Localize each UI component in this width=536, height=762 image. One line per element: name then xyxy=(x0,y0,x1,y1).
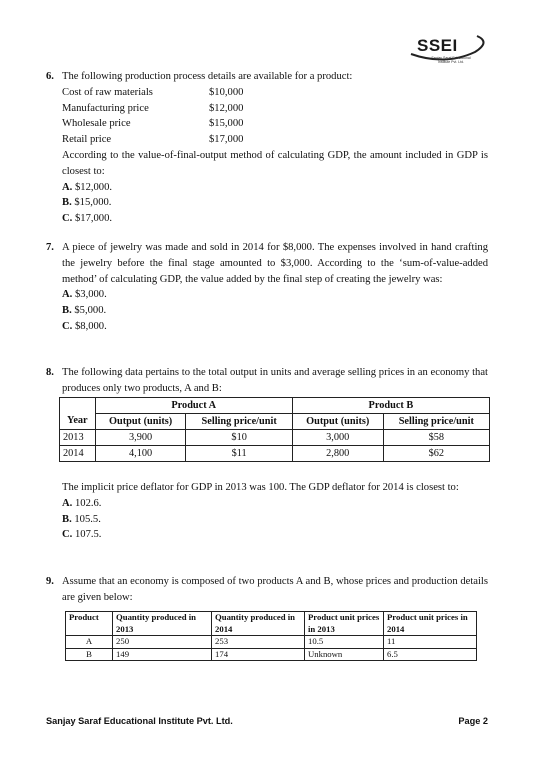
question-9 xyxy=(46,574,488,606)
option-b: B. $5,000. xyxy=(62,305,107,317)
detail-row xyxy=(62,85,488,101)
table-cell: 2014 xyxy=(60,446,96,462)
question-number: 7. xyxy=(46,242,54,253)
table-cell: $11 xyxy=(186,446,292,462)
detail-value: $10,000 xyxy=(209,86,244,98)
detail-label: Manufacturing price xyxy=(62,102,149,114)
product-details-table xyxy=(65,611,477,661)
ssei-logo xyxy=(405,34,490,68)
table-cell: A xyxy=(66,636,113,649)
question-intro: The following production process details are available for a product: xyxy=(62,71,353,82)
column-header: Year xyxy=(60,414,96,430)
column-header: Output (units) xyxy=(292,414,383,430)
question-stem: Assume that an economy is composed of two products A and B, whose prices and production details are given below: xyxy=(62,576,488,603)
option-a: A. 102.6. xyxy=(62,497,102,509)
table-cell: B xyxy=(66,648,113,661)
output-price-table xyxy=(59,397,490,462)
detail-label: Cost of raw materials xyxy=(62,86,153,98)
detail-label: Retail price xyxy=(62,134,112,146)
detail-value: $17,000 xyxy=(209,134,244,146)
footer-institute: Sanjay Saraf Educational Institute Pvt. Ltd. xyxy=(46,716,233,726)
question-stem: A piece of jewelry was made and sold in 2014 for $8,000. The expenses involved in hand crafting the jewelry before the final stage amounted to $3,000. According to the ‘sum-of-value-added method’ of calculating GDP, the value added by the final step of creating the jewelry was: xyxy=(62,242,488,285)
product-b-header: Product B xyxy=(292,398,489,414)
table-header-row xyxy=(66,612,477,636)
table-cell: 2,800 xyxy=(292,446,383,462)
table-cell: 149 xyxy=(113,648,212,661)
question-8-followup xyxy=(46,480,488,543)
option-c: C. $17,000. xyxy=(62,213,113,225)
question-number: 8. xyxy=(46,367,54,378)
detail-value: $12,000 xyxy=(209,102,244,114)
question-7 xyxy=(46,240,488,335)
table-row xyxy=(60,430,490,446)
logo-subtitle: Sanjay Saraf Educational Institute Pvt. Ltd. xyxy=(431,56,471,64)
question-followup: The implicit price deflator for GDP in 2013 was 100. The GDP deflator for 2014 is closest to: xyxy=(62,482,459,493)
table-row xyxy=(66,648,477,661)
logo-brand: SSEI xyxy=(417,36,458,55)
question-number: 9. xyxy=(46,576,54,587)
table-cell: $58 xyxy=(383,430,489,446)
column-header: Product unit prices in 2013 xyxy=(305,612,384,636)
column-header: Product xyxy=(66,612,113,636)
option-b: B. 105.5. xyxy=(62,513,101,525)
option-a: A. $3,000. xyxy=(62,289,107,301)
question-stem: According to the value-of-final-output method of calculating GDP, the amount included in GDP is closest to: xyxy=(62,149,488,177)
column-header: Selling price/unit xyxy=(383,414,489,430)
column-header: Quantity produced in 2013 xyxy=(113,612,212,636)
table-cell: 174 xyxy=(212,648,305,661)
option-c: C. 107.5. xyxy=(62,529,102,541)
table-cell: Unknown xyxy=(305,648,384,661)
table-row xyxy=(66,636,477,649)
table-cell: 11 xyxy=(384,636,477,649)
question-6 xyxy=(46,69,488,227)
detail-label: Wholesale price xyxy=(62,118,131,130)
page-number: Page 2 xyxy=(458,716,488,726)
option-a: A. $12,000. xyxy=(62,181,113,193)
detail-row xyxy=(62,116,488,132)
detail-value: $15,000 xyxy=(209,118,244,130)
table-cell: 253 xyxy=(212,636,305,649)
option-b: B. $15,000. xyxy=(62,197,112,209)
question-number: 6. xyxy=(46,71,54,82)
table-header-row xyxy=(60,414,490,430)
table-cell: 3,900 xyxy=(95,430,186,446)
table-row xyxy=(60,446,490,462)
table-cell: $62 xyxy=(383,446,489,462)
product-a-header: Product A xyxy=(95,398,292,414)
column-header: Output (units) xyxy=(95,414,186,430)
question-8 xyxy=(46,365,488,397)
column-header: Selling price/unit xyxy=(186,414,292,430)
detail-row xyxy=(62,132,488,148)
option-c: C. $8,000. xyxy=(62,320,107,332)
table-cell: 250 xyxy=(113,636,212,649)
table-cell: $10 xyxy=(186,430,292,446)
column-header: Product unit prices in 2014 xyxy=(384,612,477,636)
column-header: Quantity produced in 2014 xyxy=(212,612,305,636)
table-cell: 6.5 xyxy=(384,648,477,661)
table-cell: 10.5 xyxy=(305,636,384,649)
table-cell: 2013 xyxy=(60,430,96,446)
table-cell: 4,100 xyxy=(95,446,186,462)
table-header-row xyxy=(60,398,490,414)
detail-row xyxy=(62,101,488,117)
question-stem: The following data pertains to the total output in units and average selling prices in an economy that produces only two products, A and B: xyxy=(62,367,488,394)
table-cell: 3,000 xyxy=(292,430,383,446)
